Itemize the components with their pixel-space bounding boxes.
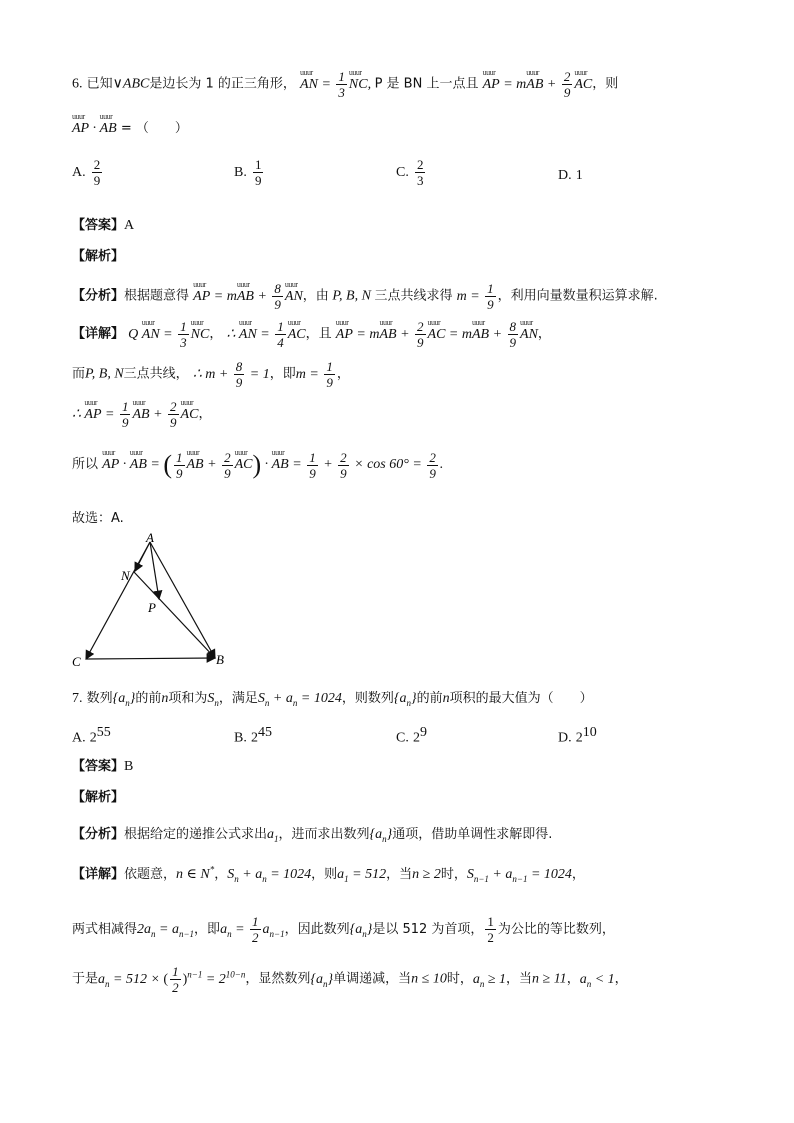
q6-xiangjie-line3: ∴ uuur AP = $\frac{1}{9}$ uuur AB + $\frac{2}{9}$ uuur AC， — [72, 400, 211, 429]
q6-number: 6. — [72, 76, 83, 92]
q7-analysis: 【解析】 — [72, 790, 125, 805]
q6-fenxi: 【分析】根据题意得 uuur AP = muuur AB + $\frac{8}{9}$ uuur AN，由 P, B, N 三点共线求得 m = $\frac{1}{9}$ ，利用向量数量积运算求解. — [72, 282, 658, 311]
vector-a-to-n — [135, 542, 150, 571]
q6-stem-line1 — [72, 70, 618, 99]
q7-xiangjie-line2: 两式相减得$2a_n = a_{n-1}$，即$a_n$ = $\frac{1}{2}$ $a_{n-1}$，因此数列$\{a_n\}$是以 512 为首项， $\frac{1}{2}$ 为公比的等比数列， — [72, 914, 615, 946]
label-c: C — [72, 654, 81, 669]
label-a: A — [146, 530, 154, 545]
q6-stem-c: P 是 BN 上一点且 — [374, 76, 479, 92]
q6-stem-d: ，则 — [592, 76, 619, 92]
q6-option-b[interactable]: B. $\frac{1}{9}$ — [234, 157, 262, 188]
q7-option-c[interactable]: C. $2^9$ — [396, 725, 427, 746]
q6-triangle: ∨ABC — [112, 76, 150, 92]
q7-option-d[interactable]: D. $2^{10}$ — [558, 725, 597, 746]
label-b: B — [216, 652, 224, 667]
label-n: N — [121, 568, 130, 583]
q7-option-b[interactable]: B. $2^{45}$ — [234, 725, 272, 746]
q6-xiangjie-line1: 【详解】 Q uuur AN = $\frac{1}{3}$ uuur NC， ∴ uuur AN = $\frac{1}{4}$ uuur AC，且 uuur AP = muuur AB + $\frac{2}{9}$ uuur AC = muuur AB + $\frac{8}{9}$ uuur AN， — [72, 320, 551, 349]
q6-cond1: uuur AN = $\frac{1}{3}$ uuur NC, — [300, 77, 375, 92]
q6-xiangjie-line4: 所以 uuur AP · uuur AB = ( $\frac{1}{9}$ uuur AB + $\frac{2}{9}$ uuur AC) · uuur AB = $\frac{1}{9}$ + $\frac{2}{9}$ × cos 60° = $\frac{2}{9}$ . — [72, 450, 443, 480]
q6-stem-line2: uuur AP · uuur AB = （ ） — [72, 117, 188, 137]
q7-xiangjie-line1: 【详解】依题意，n ∈ N*，$S_n + a_n = 1024$，则$a_1 = 512$，当n ≥ 2时，$S_{n-1} + a_{n-1} = 1024$， — [72, 864, 585, 884]
q6-ask: uuur AP · uuur AB — [72, 121, 117, 136]
q6-analysis: 【解析】 — [72, 249, 125, 264]
q7-stem: 7. 数列$\{a_n\}$的前n项和为$S_n$，满足$S_n + a_n = 1024$，则数列$\{a_n\}$的前n项积的最大值为（ ） — [72, 691, 593, 708]
q7-xiangjie-line3: 于是$a_n = 512$ × ( $\frac{1}{2}$ )$^{n-1} = 2^{10-n}$，显然数列$\{a_n\}$单调递减，当n ≤ 10时，$a_n \ge 1$，当n ≥ 11，$a_n < 1$， — [72, 964, 628, 995]
q6-triangle-figure — [66, 530, 236, 670]
edge-c-to-b — [86, 658, 215, 659]
q6-answer: 【答案】A — [72, 218, 135, 233]
q7-option-a[interactable]: A. $2^{55}$ — [72, 725, 111, 746]
q6-choose: 故选：A. — [72, 511, 124, 526]
q6-option-c[interactable]: C. $\frac{2}{3}$ — [396, 157, 424, 188]
q6-stem-b: 是边长为 1 的正三角形， — [149, 76, 296, 92]
q6-option-a[interactable]: A. $\frac{2}{9}$ — [72, 157, 101, 188]
q6-stem-a: 已知 — [86, 76, 113, 92]
q6-option-d[interactable]: D. 1 — [558, 168, 583, 183]
q7-fenxi: 【分析】根据给定的递推公式求出$a_1$，进而求出数列$\{a_n\}$通项，借助单调性求解即得. — [72, 827, 553, 844]
q6-xiangjie-line2: 而P, B, N三点共线， ∴ m + $\frac{8}{9}$ = 1，即m = $\frac{1}{9}$ ， — [72, 359, 350, 390]
q6-cond2: uuur AP = muuur AB + $\frac{2}{9}$ uuur AC — [483, 77, 593, 92]
label-p: P — [148, 600, 156, 615]
q7-answer: 【答案】B — [72, 759, 134, 774]
